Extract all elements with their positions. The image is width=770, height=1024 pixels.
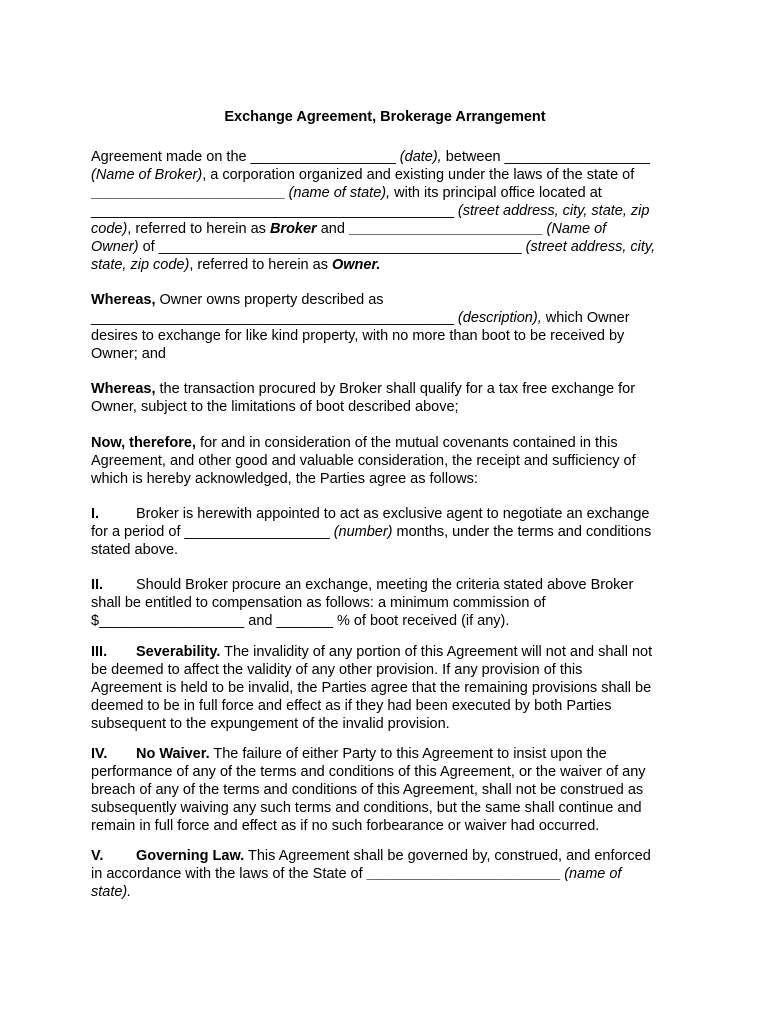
intro-text: Agreement made on the __________________ [91, 149, 400, 165]
now-therefore-paragraph [91, 434, 691, 488]
intro-text: (Name of [542, 221, 607, 237]
paragraph-text: Agreement, and other good and valuable consideration, the receipt and sufficiency of [91, 453, 636, 469]
section-number: I. [91, 506, 100, 522]
intro-paragraph [91, 148, 691, 274]
section-number: III. [91, 644, 108, 660]
whereas-paragraph-2 [91, 380, 691, 416]
blank-field: ________________________ [91, 185, 285, 201]
intro-text: , referred to herein as [127, 221, 270, 237]
intro-text: , a corporation organized and existing under the laws of the state of [202, 167, 635, 183]
paragraph-text: which Owner [541, 310, 630, 326]
section-text: $__________________ and _______ % of boot received (if any). [91, 613, 510, 629]
section-text: in accordance with the laws of the State of [91, 866, 367, 882]
intro-text: code) [91, 221, 128, 237]
section-text: for a period of __________________ [91, 524, 334, 540]
section-text: (number) [333, 524, 393, 540]
intro-text: (name of state), [284, 185, 391, 201]
section-heading: No Waiver. [136, 746, 210, 762]
section-heading: Severability. [136, 644, 221, 660]
whereas-label: Whereas, [91, 381, 156, 397]
section-text: Agreement is held to be invalid, the Parties agree that the remaining provisions shall be [91, 680, 652, 696]
paragraph-text: (description), [457, 310, 542, 326]
section-text: be deemed to affect the validity of any other provision. If any provision of this [91, 662, 583, 678]
section-number: IV. [91, 746, 108, 762]
paragraph-text: which is hereby acknowledged, the Parties agree as follows: [91, 471, 478, 487]
intro-text: (Name of Broker) [91, 167, 203, 183]
section-1 [91, 505, 691, 559]
section-text: breach of any of the terms and conditions of this Agreement, shall not be construed as [91, 782, 644, 798]
paragraph-text: Owner owns property described as [155, 292, 384, 308]
section-text: months, under the terms and conditions [392, 524, 652, 540]
section-text: shall be entitled to compensation as follows: a minimum commission of [91, 595, 546, 611]
intro-text: Owner) [91, 239, 139, 255]
intro-text: and [316, 221, 349, 237]
section-text: This Agreement shall be governed by, construed, and enforced [244, 848, 651, 864]
intro-text: state, zip code) [91, 257, 190, 273]
section-text: subsequent to the expungement of the invalid provision. [91, 716, 450, 732]
intro-text: (street address, city, [525, 239, 656, 255]
intro-text: between __________________ [441, 149, 650, 165]
paragraph-text: the transaction procured by Broker shall qualify for a tax free exchange for [155, 381, 636, 397]
section-3-severability [91, 643, 691, 733]
section-text: subsequently waiving any such terms and conditions, but the same shall continue and [91, 800, 642, 816]
owner-term: Owner. [332, 257, 381, 273]
section-number: V. [91, 848, 104, 864]
section-text: remain in full force and effect as if no such forbearance or waiver had occurred. [91, 818, 600, 834]
paragraph-text: Owner, subject to the limitations of boot described above; [91, 399, 459, 415]
blank-field: ________________________ [348, 221, 543, 237]
section-text: The invalidity of any portion of this Agreement will not and shall not [220, 644, 653, 660]
paragraph-text: Owner; and [91, 346, 166, 362]
section-text: state). [91, 884, 132, 900]
section-text: The failure of either Party to this Agreement to insist upon the [209, 746, 607, 762]
whereas-paragraph-1 [91, 291, 691, 363]
section-4-no-waiver [91, 745, 691, 835]
intro-text: (street address, city, state, zip [457, 203, 650, 219]
broker-term: Broker [269, 221, 317, 237]
intro-text: of _____________________________________________ [138, 239, 526, 255]
section-text: stated above. [91, 542, 179, 558]
section-text: performance of any of the terms and conditions of this Agreement, or the waiver of any [91, 764, 646, 780]
section-heading: Governing Law. [136, 848, 245, 864]
now-therefore-label: Now, therefore, [91, 435, 197, 451]
section-number: II. [91, 577, 104, 593]
intro-text: with its principal office located at [390, 185, 602, 201]
section-5-governing-law [91, 847, 691, 901]
document-title: Exchange Agreement, Brokerage Arrangement [224, 109, 546, 125]
paragraph-text: for and in consideration of the mutual covenants contained in this [196, 435, 618, 451]
section-2 [91, 576, 691, 630]
whereas-label: Whereas, [91, 292, 156, 308]
intro-text: (date), [399, 149, 442, 165]
blank-field: ________________________ [366, 866, 561, 882]
section-text: deemed to be in full force and effect as if they had been executed by both Parties [91, 698, 612, 714]
section-text: (name of [560, 866, 622, 882]
blank-field: _____________________________________________ [91, 310, 458, 326]
intro-text: , referred to herein as [189, 257, 332, 273]
section-text: Should Broker procure an exchange, meeting the criteria stated above Broker [136, 577, 634, 593]
paragraph-text: desires to exchange for like kind property, with no more than boot to be received by [91, 328, 625, 344]
section-text: Broker is herewith appointed to act as exclusive agent to negotiate an exchange [136, 506, 650, 522]
blank-field: _____________________________________________ [91, 203, 458, 219]
